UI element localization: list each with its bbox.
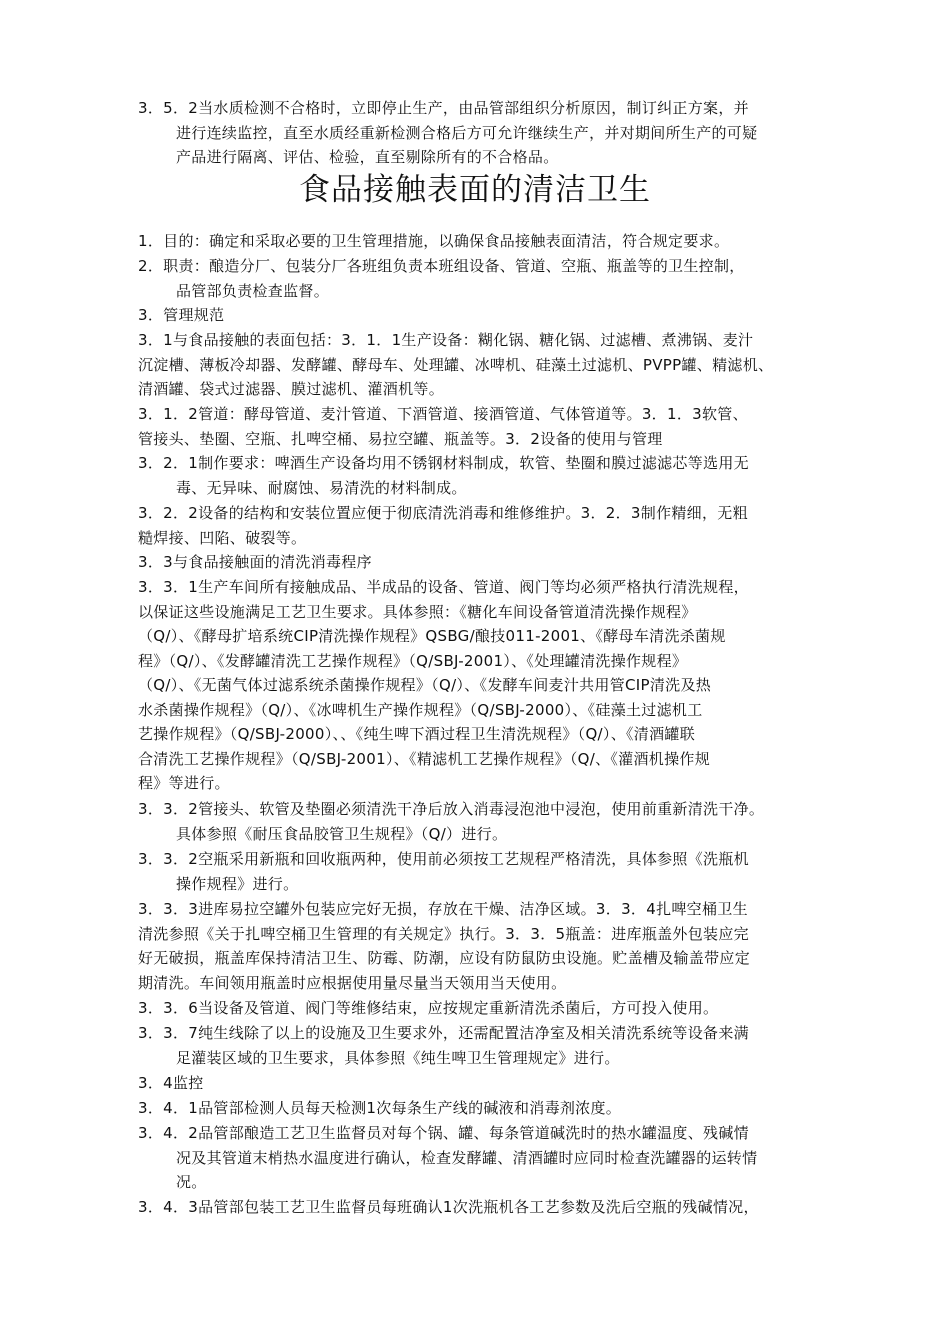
text-line: 3．2．2设备的结构和安装位置应便于彻底清洗消毒和维修维护。3．2．3制作精细，无粗 bbox=[138, 504, 748, 522]
paragraph-3-3-6 bbox=[138, 996, 838, 1021]
text-line: 3．3．2管接头、软管及垫圈必须清洗干净后放入消毒浸泡池中浸泡，使用前重新清洗干净。 bbox=[138, 800, 765, 818]
text-line: 期清洗。车间领用瓶盖时应根据使用量尽量当天领用当天使用。 bbox=[138, 973, 567, 992]
text-line: 3．1．2管道：酵母管道、麦汁管道、下酒管道、接酒管道、气体管道等。3．1．3软管、 bbox=[138, 405, 748, 423]
text-line: 糙焊接、凹陷、破裂等。 bbox=[138, 528, 307, 547]
text-line: 进行连续监控，直至水质经重新检测合格后方可允许继续生产，并对期间所生产的可疑 bbox=[176, 123, 758, 142]
text-line: 3．3．3进库易拉空罐外包装应完好无损，存放在干燥、洁净区域。3．3．4扎啤空桶卫生 bbox=[138, 900, 748, 918]
text-line: 3．4．1品管部检测人员每天检测1次每条生产线的碱液和消毒剂浓度。 bbox=[138, 1099, 622, 1117]
paragraph-3-5-2 bbox=[138, 96, 838, 170]
paragraph-3-3-1 bbox=[138, 575, 838, 796]
text-line: 足灌装区域的卫生要求，具体参照《纯生啤卫生管理规定》进行。 bbox=[176, 1048, 620, 1067]
text-line: 况。 bbox=[176, 1173, 207, 1191]
paragraph-management-spec bbox=[138, 303, 838, 328]
text-line: 管接头、垫圈、空瓶、扎啤空桶、易拉空罐、瓶盖等。3．2设备的使用与管理 bbox=[138, 429, 663, 448]
text-line: 3．3与食品接触面的清洗消毒程序 bbox=[138, 553, 372, 571]
text-line: 好无破损，瓶盖库保持清洁卫生、防霉、防潮，应设有防鼠防虫设施。贮盖槽及输盖带应定 bbox=[138, 949, 751, 967]
paragraph-3-2-1 bbox=[138, 451, 838, 500]
text-line: 沉淀槽、薄板冷却器、发酵罐、酵母车、处理罐、冰啤机、硅藻土过滤机、PVPP罐、精滤机、 bbox=[138, 355, 774, 374]
text-line: 3．管理规范 bbox=[138, 306, 225, 324]
paragraph-3-3 bbox=[138, 550, 838, 575]
text-line: 艺操作规程》（Q/SBJ-2000）、、《纯生啤下酒过程卫生清洗规程》（Q/）、《清酒罐联 bbox=[138, 725, 696, 743]
text-line: 以保证这些设施满足工艺卫生要求。具体参照：《糖化车间设备管道清洗操作规程》 bbox=[138, 602, 697, 621]
paragraph-3-1-2 bbox=[138, 402, 838, 451]
text-line: 3．5．2当水质检测不合格时，立即停止生产，由品管部组织分析原因，制订纠正方案，并 bbox=[138, 99, 749, 117]
text-line: 清洗参照《关于扎啤空桶卫生管理的有关规定》执行。3．3．5瓶盖：进库瓶盖外包装应完 bbox=[138, 924, 749, 943]
paragraph-3-4-1 bbox=[138, 1096, 838, 1121]
text-line: 3．3．7纯生线除了以上的设施及卫生要求外，还需配置洁净室及相关清洗系统等设备来满 bbox=[138, 1024, 749, 1042]
paragraph-3-3-3 bbox=[138, 897, 838, 995]
text-line: 清酒罐、袋式过滤器、膜过滤机、灌酒机等。 bbox=[138, 380, 445, 398]
text-line: （Q/）、《无菌气体过滤系统杀菌操作规程》（Q/）、《发酵车间麦汁共用管CIP清洗及热 bbox=[138, 676, 712, 694]
paragraph-3-4-2 bbox=[138, 1121, 838, 1195]
paragraph-purpose bbox=[138, 229, 838, 254]
paragraph-3-3-2-hoses bbox=[138, 797, 838, 846]
text-line: 操作规程》进行。 bbox=[176, 874, 299, 893]
paragraph-3-1 bbox=[138, 328, 838, 402]
text-line: 品管部负责检查监督。 bbox=[176, 281, 330, 300]
text-line: 产品进行隔离、评估、检验，直至剔除所有的不合格品。 bbox=[176, 148, 559, 166]
paragraph-3-2-2 bbox=[138, 501, 838, 550]
text-line: 3．2．1制作要求：啤酒生产设备均用不锈钢材料制成，软管、垫圈和膜过滤滤芯等选用无 bbox=[138, 454, 749, 472]
text-line: 具体参照《耐压食品胶管卫生规程》（Q/）进行。 bbox=[176, 824, 508, 843]
text-line: 况及其管道末梢热水温度进行确认，检查发酵罐、清酒罐时应同时检查洗罐器的运转情 bbox=[176, 1148, 758, 1167]
paragraph-responsibility bbox=[138, 254, 838, 303]
text-line: 合清洗工艺操作规程》（Q/SBJ-2001）、《精滤机工艺操作规程》（Q/、《灌酒机操作规 bbox=[138, 749, 711, 768]
paragraph-3-4 bbox=[138, 1071, 838, 1096]
paragraph-3-4-3 bbox=[138, 1195, 838, 1220]
paragraph-3-3-7 bbox=[138, 1021, 838, 1070]
text-line: 毒、无异味、耐腐蚀、易清洗的材料制成。 bbox=[176, 478, 467, 497]
text-line: 程》等进行。 bbox=[138, 774, 230, 792]
text-line: 水杀菌操作规程》（Q/）、《冰啤机生产操作规程》（Q/SBJ-2000）、《硅藻土过滤机工 bbox=[138, 700, 703, 719]
text-line: 3．4．2品管部酿造工艺卫生监督员对每个锅、罐、每条管道碱洗时的热水罐温度、残碱情 bbox=[138, 1124, 749, 1142]
text-line: 程》（Q/）、《发酵罐清洗工艺操作规程》（Q/SBJ-2001）、《处理罐清洗操作规程》 bbox=[138, 651, 688, 670]
text-line: 3．1与食品接触的表面包括：3．1．1生产设备：糊化锅、糖化锅、过滤槽、煮沸锅、麦汁 bbox=[138, 331, 754, 349]
text-line: 3．3．1生产车间所有接触成品、半成品的设备、管道、阀门等均必须严格执行清洗规程， bbox=[138, 578, 749, 596]
text-line: 1．目的：确定和采取必要的卫生管理措施，以确保食品接触表面清洁，符合规定要求。 bbox=[138, 232, 730, 250]
text-line: （Q/）、《酵母扩培系统CIP清洗操作规程》QSBG/酿技011-2001、《酵母车清洗杀菌规 bbox=[138, 627, 726, 645]
text-line: 3．4监控 bbox=[138, 1074, 204, 1092]
text-line: 2．职责：酿造分厂、包装分厂各班组负责本班组设备、管道、空瓶、瓶盖等的卫生控制， bbox=[138, 257, 745, 275]
text-line: 3．4．3品管部包装工艺卫生监督员每班确认1次洗瓶机各工艺参数及洗后空瓶的残碱情况， bbox=[138, 1198, 759, 1216]
text-line: 3．3．6当设备及管道、阀门等维修结束，应按规定重新清洗杀菌后，方可投入使用。 bbox=[138, 999, 719, 1017]
paragraph-3-3-2-bottles bbox=[138, 847, 838, 896]
section-title: 食品接触表面的清洁卫生 bbox=[299, 172, 651, 208]
text-line: 3．3．2空瓶采用新瓶和回收瓶两种，使用前必须按工艺规程严格清洗，具体参照《洗瓶机 bbox=[138, 850, 749, 868]
